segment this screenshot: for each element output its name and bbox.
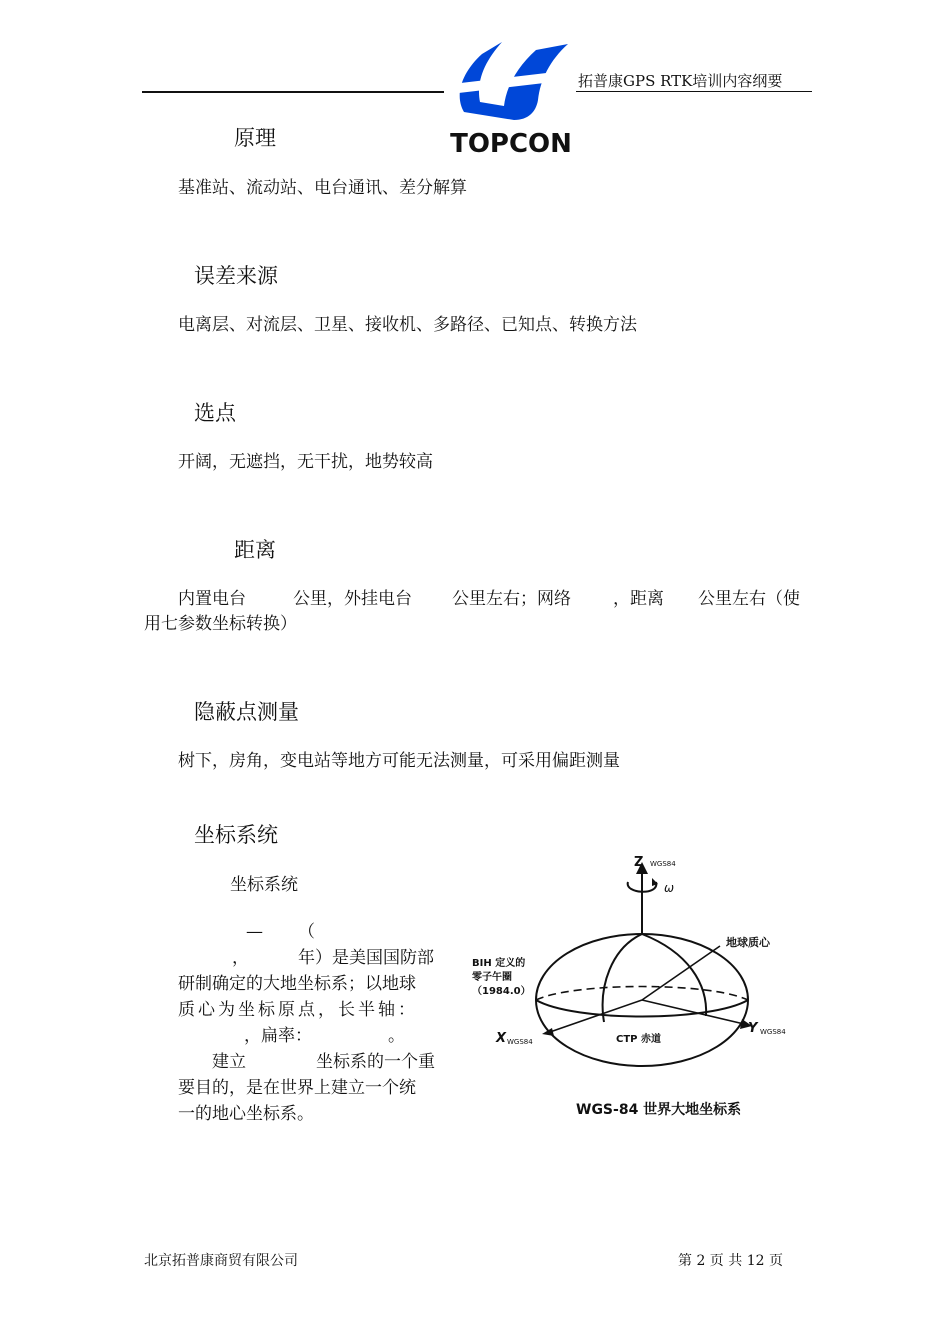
text-coord-comma: ， xyxy=(232,948,249,968)
text-coord-dash: — xyxy=(246,922,263,942)
geocenter-leader xyxy=(642,946,720,1000)
x-axis-label: X xyxy=(496,1031,507,1046)
z-axis-label: Z xyxy=(634,855,644,870)
x-axis-sub: WGS84 xyxy=(507,1038,533,1046)
equator-back xyxy=(536,987,748,1001)
text-distance-1: 内置电台 xyxy=(178,589,246,609)
geocenter-label: 地球质心 xyxy=(726,936,770,949)
y-axis-sub: WGS84 xyxy=(760,1028,786,1036)
equator-front xyxy=(536,1000,748,1017)
ctp-label: CTP 赤道 xyxy=(616,1034,661,1045)
text-distance-2: 公里，外挂电台 xyxy=(293,589,412,609)
header-rule-left xyxy=(142,91,444,93)
subheading-coordinate-system: 坐标系统 xyxy=(230,875,298,895)
footer-company: 北京拓普康商贸有限公司 xyxy=(144,1253,298,1269)
text-coord-line-d1: 建立 xyxy=(212,1052,246,1072)
y-axis-label: Y xyxy=(748,1021,758,1036)
z-axis-sub: WGS84 xyxy=(650,860,676,868)
topcon-logo-mark xyxy=(444,40,578,170)
text-coord-line-c2: 。 xyxy=(388,1026,405,1046)
text-coord-line-a: 研制确定的大地坐标系；以地球 xyxy=(178,974,416,994)
text-coord-line-d2: 坐标系的一个重 xyxy=(316,1052,435,1072)
meridian-a xyxy=(603,934,642,1022)
text-distance-line2: 用七参数坐标转换） xyxy=(144,614,297,634)
text-coord-line-e: 要目的，是在世界上建立一个统 xyxy=(178,1078,416,1098)
wgs84-diagram xyxy=(464,848,794,1128)
heading-principle: 原理 xyxy=(234,126,276,150)
text-site-selection: 开阔，无遮挡，无干扰，地势较高 xyxy=(178,452,433,472)
text-distance-4: ，距离 xyxy=(613,589,664,609)
text-distance-3: 公里左右；网络 xyxy=(452,589,571,609)
logo-text: TOPCON xyxy=(450,129,572,159)
heading-distance: 距离 xyxy=(234,538,276,562)
text-coord-paren: （ xyxy=(298,922,315,942)
meridian-b xyxy=(642,934,706,1016)
omega-label: ω xyxy=(664,881,675,895)
figure-caption: WGS-84 世界大地坐标系 xyxy=(576,1102,742,1118)
heading-error-sources: 误差来源 xyxy=(194,264,278,288)
text-coord-year: 年）是美国国防部 xyxy=(298,948,434,968)
bih-label-3: （1984.0） xyxy=(472,986,531,997)
footer-page: 第 2 页 共 12 页 xyxy=(678,1253,783,1269)
topcon-logo xyxy=(444,40,578,170)
text-hidden-points: 树下，房角，变电站等地方可能无法测量，可采用偏距测量 xyxy=(178,751,620,771)
text-distance-5: 公里左右（使 xyxy=(698,589,800,609)
bih-label-2: 零子午圈 xyxy=(472,972,512,983)
heading-coordinate-system: 坐标系统 xyxy=(194,823,278,847)
y-axis-line xyxy=(642,1000,744,1024)
text-principle: 基准站、流动站、电台通讯、差分解算 xyxy=(178,178,467,198)
header-rule-right xyxy=(576,91,812,92)
text-coord-line-c1: ，扁率： xyxy=(244,1026,312,1046)
text-coord-line-b: 质心为坐标原点，长半轴： xyxy=(178,1000,418,1020)
bih-label-1: BIH 定义的 xyxy=(472,958,526,969)
text-error-sources: 电离层、对流层、卫星、接收机、多路径、已知点、转换方法 xyxy=(178,315,637,335)
wgs84-figure xyxy=(464,848,794,1128)
heading-site-selection: 选点 xyxy=(194,401,236,425)
heading-hidden-points: 隐蔽点测量 xyxy=(194,700,299,724)
text-coord-line-f: 一的地心坐标系。 xyxy=(178,1104,314,1124)
header-title: 拓普康GPS RTK培训内容纲要 xyxy=(578,72,783,90)
